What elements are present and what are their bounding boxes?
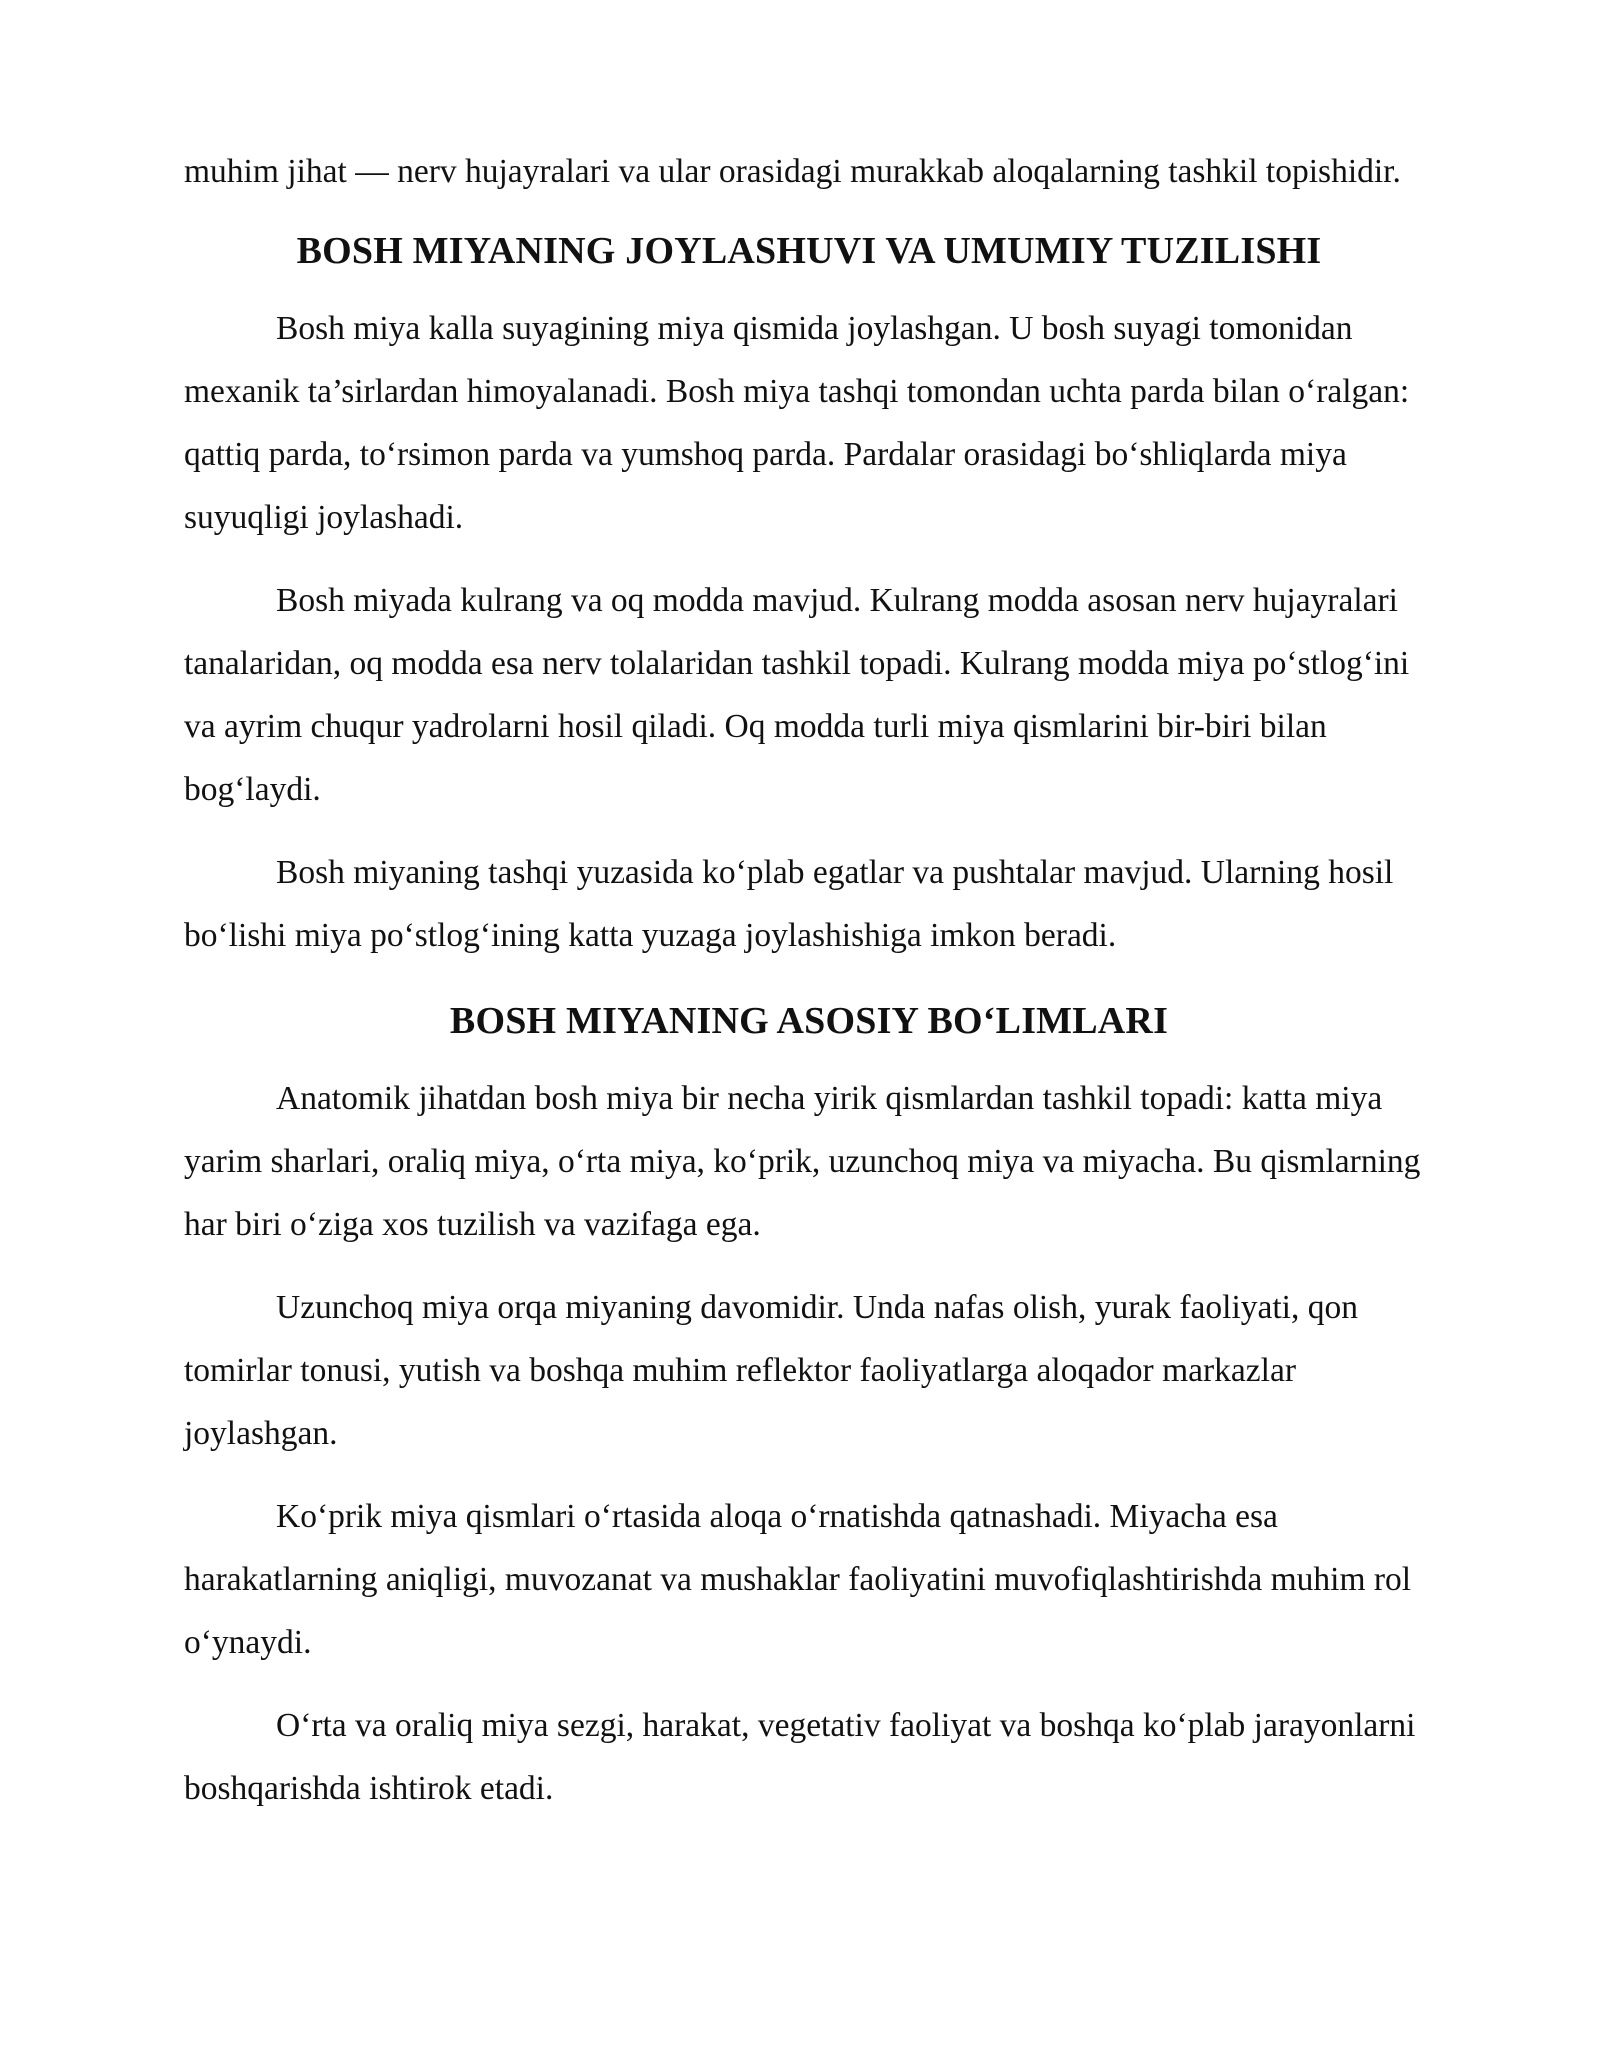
paragraph: Bosh miyaning tashqi yuzasida ko‘plab egatlar va pushtalar mavjud. Ularning hosil bo‘lishi miya po‘stlog‘ining katta yuzaga joylashishiga imkon beradi.: [184, 854, 1394, 954]
paragraph: Bosh miya kalla suyagining miya qismida joylashgan. U bosh suyagi tomonidan mexanik ta’sirlardan himoyalanadi. Bosh miya tashqi tomondan uchta parda bilan o‘ralgan: qattiq parda, to‘rsimon parda va yumshoq parda. Pardalar orasidagi bo‘shliqlarda miya suyuqligi joylashadi.: [184, 310, 1410, 536]
paragraph: Ko‘prik miya qismlari o‘rtasida aloqa o‘rnatishda qatnashadi. Miyacha esa harakatlarning aniqligi, muvozanat va mushaklar faoliyatini muvofiqlashtirishda muhim rol o‘ynaydi.: [184, 1498, 1412, 1661]
paragraph: Bosh miyada kulrang va oq modda mavjud. Kulrang modda asosan nerv hujayralari tanalaridan, oq modda esa nerv tolalaridan tashkil topadi. Kulrang modda miya po‘stlog‘ini va ayrim chuqur yadrolarni hosil qiladi. Oq modda turli miya qismlarini bir-biri bilan bog‘laydi.: [184, 582, 1410, 808]
paragraph: Uzunchoq miya orqa miyaning davomidir. Unda nafas olish, yurak faoliyati, qon tomirlar tonusi, yutish va boshqa muhim reflektor faoliyatlarga aloqador markazlar joylashgan.: [184, 1289, 1358, 1452]
section-heading-location: BOSH MIYANING JOYLASHUVI VA UMUMIY TUZILISHI: [296, 230, 1322, 272]
opening-paragraph: muhim jihat — nerv hujayralari va ular orasidagi murakkab aloqalarning tashkil topishidir.: [184, 153, 1401, 190]
paragraph: Anatomik jihatdan bosh miya bir necha yirik qismlardan tashkil topadi: katta miya yarim sharlari, oraliq miya, o‘rta miya, ko‘prik, uzunchoq miya va miyacha. Bu qismlarning har biri o‘ziga xos tuzilish va vazifaga ega.: [184, 1080, 1421, 1243]
section-heading-parts: BOSH MIYANING ASOSIY BO‘LIMLARI: [449, 1000, 1169, 1042]
paragraph: O‘rta va oraliq miya sezgi, harakat, vegetativ faoliyat va boshqa ko‘plab jarayonlarni boshqarishda ishtirok etadi.: [184, 1707, 1416, 1807]
document-body: [184, 140, 1434, 1840]
